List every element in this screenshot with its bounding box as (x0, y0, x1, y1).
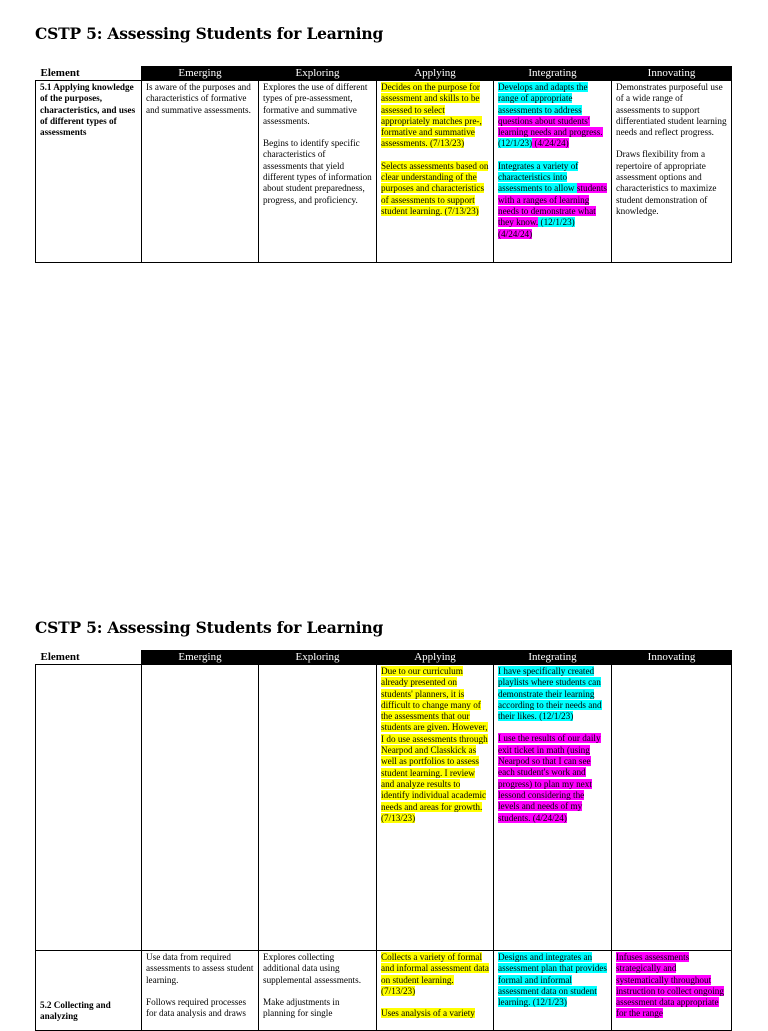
exploring-text-2: Make adjustments in planning for single (263, 996, 340, 1019)
integrating-highlight-magenta-1: questions about students' learning needs and progress. (498, 115, 603, 138)
innovating-highlight: Infuses assessments strategically and systematically throughout instruction to collect ongoing assessment data appropriate for the range (616, 952, 724, 1019)
page-title: CSTP 5: Assessing Students for Learning (35, 24, 384, 43)
exploring-cell (259, 81, 377, 263)
table-header-row (36, 67, 732, 81)
rubric-table-continued (35, 650, 732, 1031)
header-integrating: Integrating (494, 651, 612, 665)
rubric-table-5-1 (35, 66, 732, 263)
exploring-text-1: Explores collecting additional data using supplemental assessments. (263, 952, 361, 985)
applying-reflection-highlight: Due to our curriculum already presented on students' planners, it is difficult to change many of the assessments that our students are given. However, I do use assessments through Nearpod and Classkick as well as portfolios to assess student learning. I review and analyze results to identify individual academic needs and areas for growth. (7/13/23) (381, 666, 488, 823)
element-cell: 5.2 Collecting and analyzing (36, 951, 142, 1031)
integrating-highlight-cyan-1: Develops and adapts the range of appropriate assessments to address (498, 82, 588, 115)
header-integrating: Integrating (494, 67, 612, 81)
exploring-text-1: Explores the use of different types of pre-assessment, formative and summative assessments. (263, 82, 368, 126)
table-row (36, 951, 732, 1031)
header-emerging: Emerging (142, 651, 259, 665)
header-element: Element (36, 67, 142, 81)
integrating-date-magenta-1: (4/24/24) (532, 138, 569, 149)
header-exploring: Exploring (259, 67, 377, 81)
integrating-date-cyan-1: (12/1/23) (498, 138, 533, 149)
element-cell: 5.1 Applying knowledge of the purposes, characteristics, and uses of different types of assessments (36, 81, 142, 263)
emerging-cell (142, 951, 259, 1031)
innovating-cell (612, 665, 732, 951)
header-element: Element (36, 651, 142, 665)
innovating-text-2: Draws flexibility from a repertoire of appropriate assessment options and characteristics to maximize student demonstration of knowledge. (616, 149, 717, 216)
table-row (36, 665, 732, 951)
integrating-highlight: Designs and integrates an assessment plan that provides formal and informal assessment data on student learning. (12/1/23) (498, 952, 607, 1008)
integrating-cell (494, 665, 612, 951)
exploring-cell (259, 665, 377, 951)
applying-highlight-1: Decides on the purpose for assessment and skills to be assessed to select appropriately matches pre-, formative and summative assessments. (7/13/23) (381, 82, 482, 149)
emerging-text-1: Use data from required assessments to assess student learning. (146, 952, 254, 985)
element-cell (36, 665, 142, 951)
header-applying: Applying (377, 67, 494, 81)
applying-highlight-2: Uses analysis of a variety (381, 1008, 475, 1019)
innovating-cell (612, 81, 732, 263)
header-emerging: Emerging (142, 67, 259, 81)
integrating-reflection-date: (4/24/24) (530, 812, 567, 823)
table-header-row (36, 651, 732, 665)
header-exploring: Exploring (259, 651, 377, 665)
integrating-reflection-cyan: I have specifically created playlists where students can demonstrate their learning according to their needs and their likes. (12/1/23) (498, 666, 602, 722)
page-title: CSTP 5: Assessing Students for Learning (35, 618, 384, 637)
integrating-cell (494, 81, 612, 263)
applying-cell (377, 951, 494, 1031)
integrating-cell (494, 951, 612, 1031)
header-innovating: Innovating (612, 651, 732, 665)
integrating-date-magenta-2: (4/24/24) (498, 228, 533, 239)
emerging-cell (142, 81, 259, 263)
exploring-text-2: Begins to identify specific characteristics of assessments that yield different types of information about student preparedness, progress, and proficiency. (263, 138, 372, 205)
integrating-reflection-magenta: I use the results of our daily exit ticket in math (using Nearpod so that I can see each student's work and progress) to plan my next lessond considering the levels and needs of my students. (498, 733, 601, 823)
innovating-cell (612, 951, 732, 1031)
table-row (36, 81, 732, 263)
applying-highlight-1: Collects a variety of formal and informal assessment data on student learning. (7/13/23) (381, 952, 489, 996)
emerging-cell (142, 665, 259, 951)
applying-cell (377, 665, 494, 951)
integrating-date-cyan-2: (12/1/23) (538, 217, 575, 228)
emerging-text: Is aware of the purposes and characteristics of formative and summative assessments. (146, 82, 251, 115)
emerging-text-2: Follows required processes for data analysis and draws (146, 996, 247, 1019)
integrating-highlight-cyan-2: Integrates a variety of characteristics into assessments to allow (498, 160, 579, 194)
header-innovating: Innovating (612, 67, 732, 81)
exploring-cell (259, 951, 377, 1031)
header-applying: Applying (377, 651, 494, 665)
applying-cell (377, 81, 494, 263)
integrating-highlight-magenta-2: students with a ranges of learning needs to demonstrate what they know. (498, 183, 607, 228)
innovating-text-1: Demonstrates purposeful use of a wide range of assessments to support differentiated student learning needs and reflect progress. (616, 82, 727, 138)
applying-highlight-2: Selects assessments based on clear understanding of the purposes and characteristics of assessments to support student learning. (7/13/23) (381, 160, 489, 216)
